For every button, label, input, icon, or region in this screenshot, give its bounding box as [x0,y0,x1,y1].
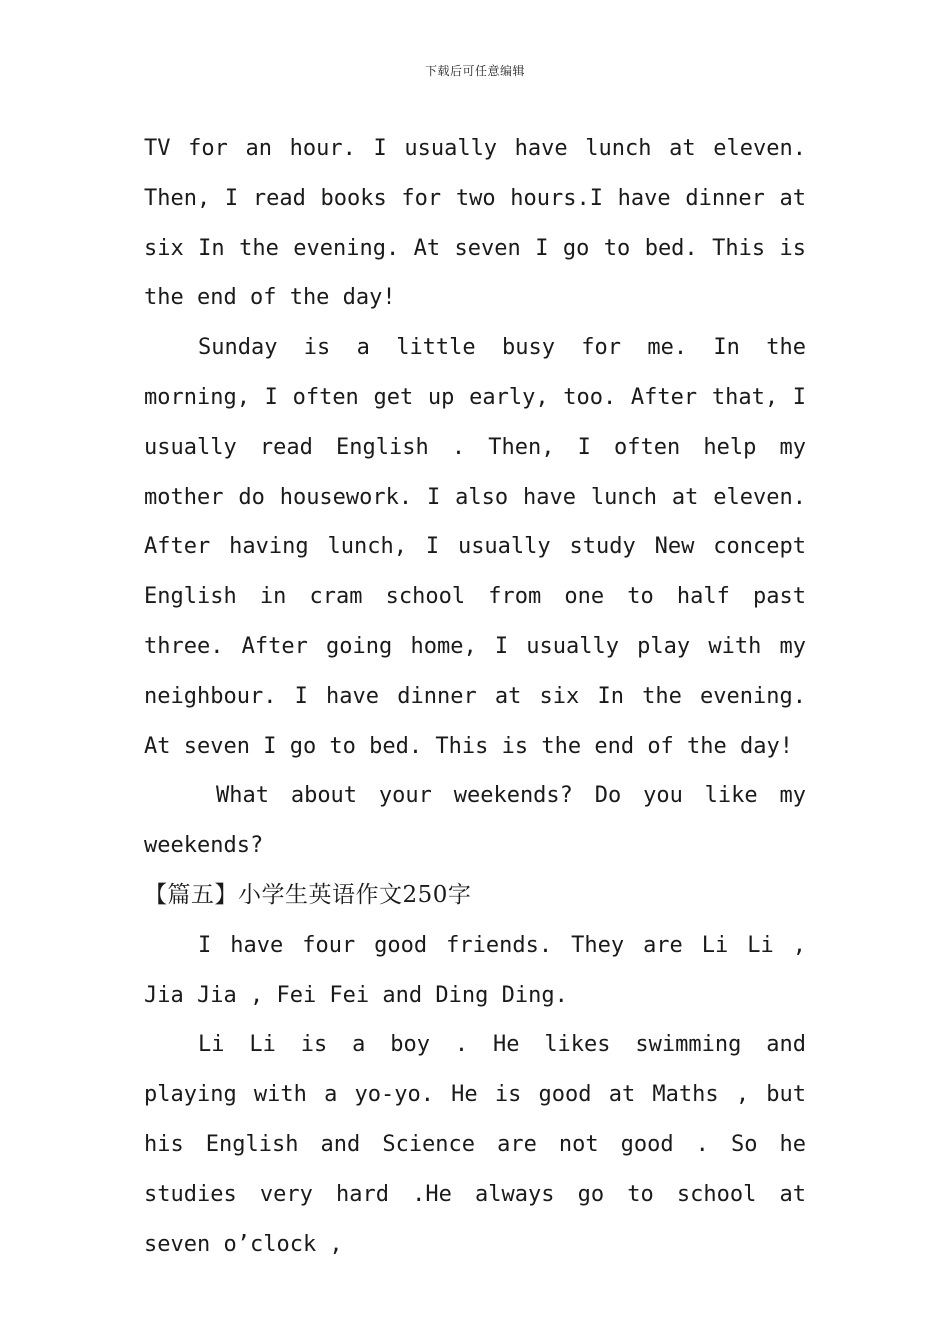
paragraph-li-li: Li Li is a boy . He likes swimming and playing with a yo-yo. He is good at Maths , but his English and Science are not good . So he studies very hard .He always go to school at seven o’clock , [144,1032,806,1257]
document-body [144,124,806,1269]
paragraph-closing-question: What about your weekends? Do you like my weekends? [144,783,806,859]
paragraph-weekend-saturday-end: TV for an hour. I usually have lunch at eleven. Then, I read books for two hours.I have dinner at six In the evening. At seven I go to bed. This is the end of the day! [144,136,806,311]
page-header: 下载后可任意编辑 [424,64,525,78]
section-heading: 【篇五】小学生英语作文250字 [144,881,472,908]
paragraph-four-friends: I have four good friends. They are Li Li , Jia Jia , Fei Fei and Ding Ding. [144,932,806,1008]
paragraph-sunday: Sunday is a little busy for me. In the morning, I often get up early, too. After that, I usually read English . Then, I often help my mother do housework. I also have lunch at eleven. After having lunch, I usually study New concept English in cram school from one to half past three. After going home, I usually play with my neighbour. I have dinner at six In the evening. At seven I go to bed. This is the end of the day! [144,335,806,759]
